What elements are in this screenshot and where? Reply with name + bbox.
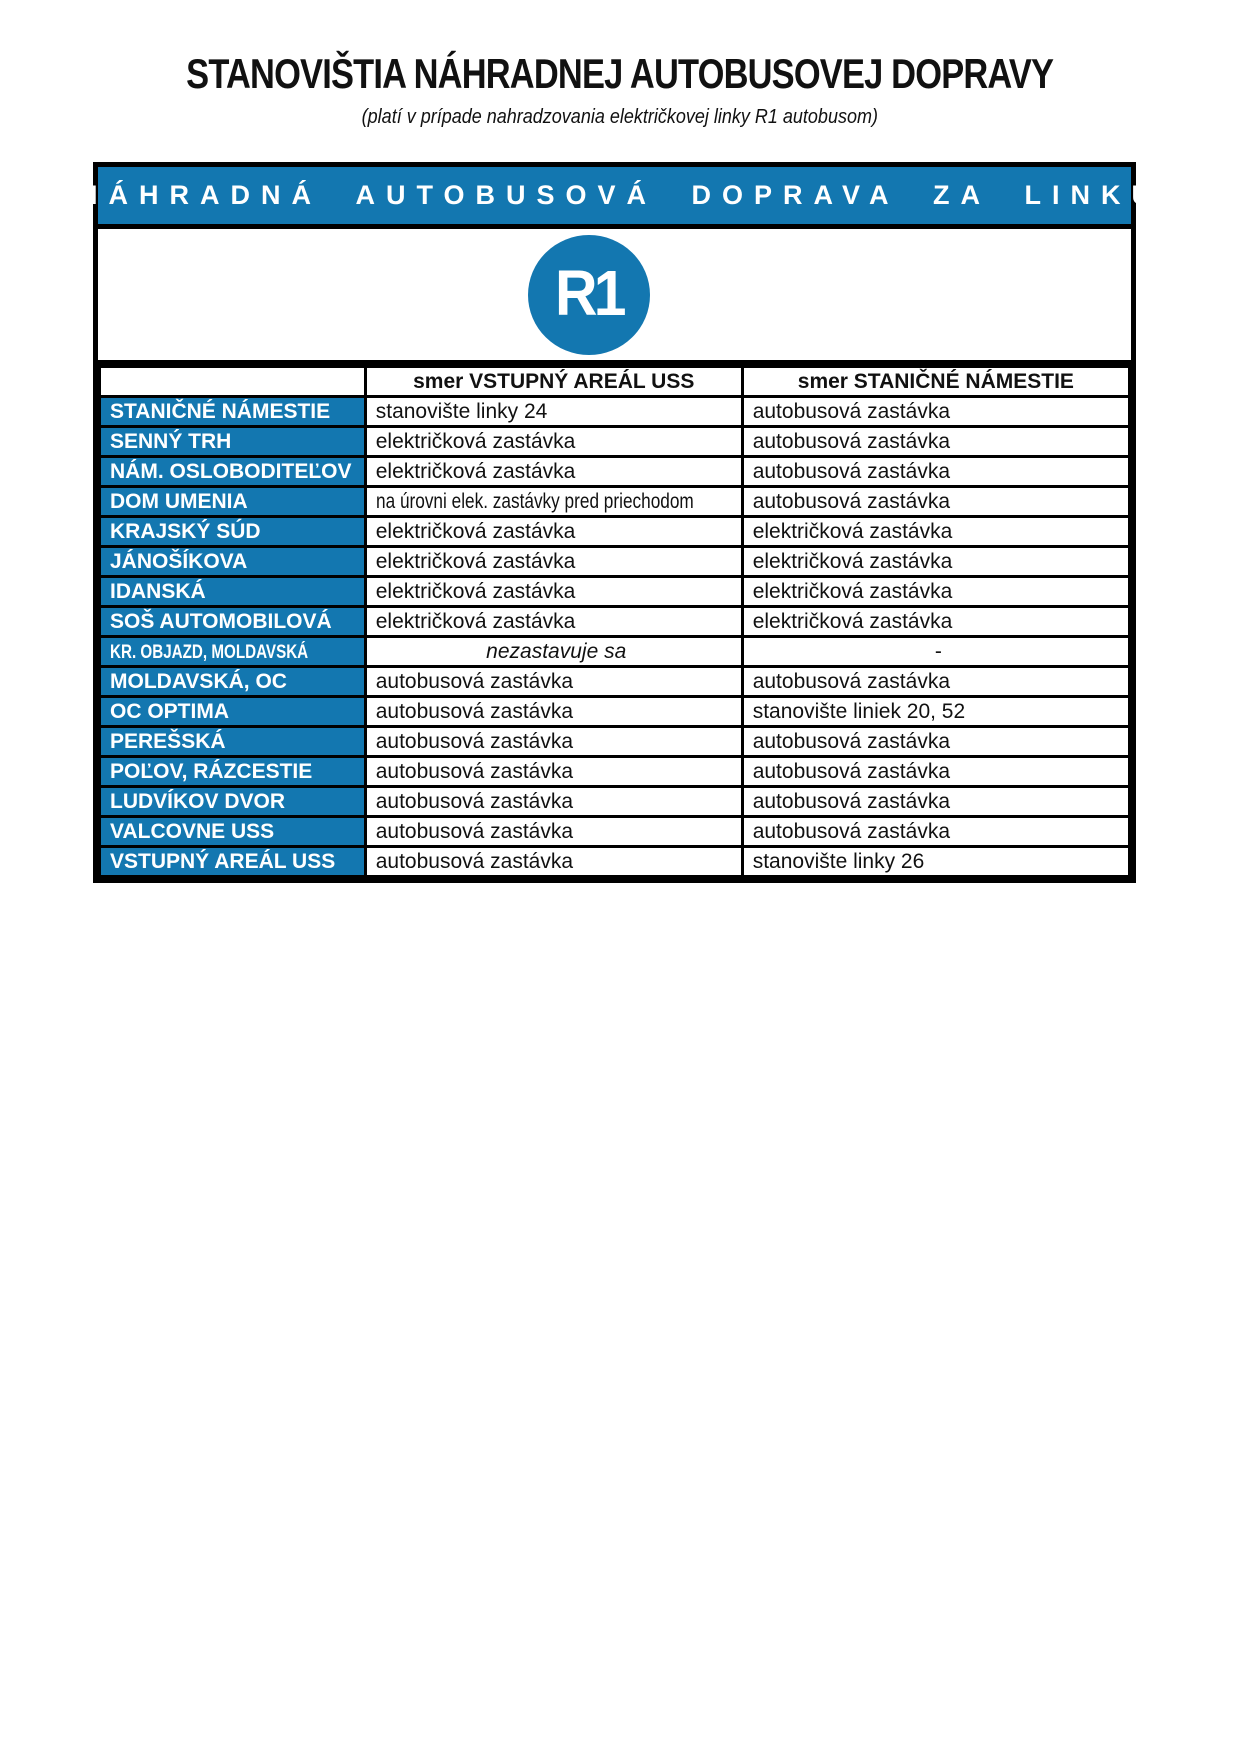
direction1-text: autobusová zastávka bbox=[375, 699, 574, 723]
stop-name-text: KRAJSKÝ SÚD bbox=[110, 519, 261, 543]
direction1-text: nezastavuje sa bbox=[486, 639, 627, 663]
stop-name-cell bbox=[100, 697, 366, 727]
direction1-text: autobusová zastávka bbox=[375, 669, 574, 693]
direction1-text: električková zastávka bbox=[375, 609, 576, 633]
direction2-text: autobusová zastávka bbox=[752, 819, 950, 843]
direction1-text: autobusová zastávka bbox=[375, 759, 574, 783]
table-row bbox=[100, 607, 1130, 637]
direction1-text: autobusová zastávka bbox=[375, 819, 574, 843]
direction2-cell bbox=[742, 577, 1129, 607]
direction1-cell bbox=[365, 487, 742, 517]
direction2-cell bbox=[742, 427, 1129, 457]
stop-name-text: STANIČNÉ NÁMESTIE bbox=[110, 399, 331, 423]
stop-name-text: DOM UMENIA bbox=[110, 489, 248, 513]
header-direction-1: smer VSTUPNÝ AREÁL USS bbox=[365, 367, 742, 397]
stop-name-cell bbox=[100, 847, 366, 877]
direction2-text: električková zastávka bbox=[752, 519, 953, 543]
stop-name-cell bbox=[100, 727, 366, 757]
direction1-text: električková zastávka bbox=[375, 519, 576, 543]
stop-name-cell bbox=[100, 667, 366, 697]
table-row bbox=[100, 427, 1130, 457]
direction1-cell bbox=[365, 727, 742, 757]
direction1-cell bbox=[365, 817, 742, 847]
header-stop-column bbox=[100, 367, 366, 397]
table-header-row bbox=[100, 367, 1130, 397]
stop-name-text: LUDVÍKOV DVOR bbox=[110, 789, 286, 813]
direction1-cell bbox=[365, 787, 742, 817]
table-row bbox=[100, 727, 1130, 757]
direction2-cell bbox=[742, 817, 1129, 847]
stop-name-text: PEREŠSKÁ bbox=[110, 729, 226, 753]
direction2-cell bbox=[742, 637, 1129, 667]
stop-name-text: VALCOVNE USS bbox=[110, 819, 275, 843]
direction2-cell bbox=[742, 397, 1129, 427]
r1-line-label: R1 bbox=[555, 257, 623, 329]
stop-name-cell bbox=[100, 637, 366, 667]
direction1-cell bbox=[365, 607, 742, 637]
direction1-cell bbox=[365, 427, 742, 457]
direction2-cell bbox=[742, 607, 1129, 637]
table-row bbox=[100, 397, 1130, 427]
table-row bbox=[100, 757, 1130, 787]
direction2-text: autobusová zastávka bbox=[752, 669, 950, 693]
direction1-text: električková zastávka bbox=[375, 459, 576, 483]
page-subtitle bbox=[0, 106, 1240, 129]
stop-name-cell bbox=[100, 607, 366, 637]
stop-name-text: POĽOV, RÁZCESTIE bbox=[110, 759, 313, 783]
table-row bbox=[100, 547, 1130, 577]
direction1-cell bbox=[365, 847, 742, 877]
direction2-text: autobusová zastávka bbox=[752, 399, 950, 423]
table-row bbox=[100, 847, 1130, 877]
replacement-service-banner bbox=[78, 162, 1162, 229]
direction2-cell bbox=[742, 457, 1129, 487]
direction2-cell bbox=[742, 547, 1129, 577]
direction2-text: stanovište liniek 20, 52 bbox=[752, 699, 966, 723]
table-row bbox=[100, 487, 1130, 517]
r1-line-badge-icon bbox=[528, 235, 650, 355]
direction2-text: autobusová zastávka bbox=[752, 459, 950, 483]
direction2-cell bbox=[742, 667, 1129, 697]
direction1-text: električková zastávka bbox=[375, 429, 576, 453]
stops-table-container bbox=[93, 360, 1136, 883]
stop-name-cell bbox=[100, 787, 366, 817]
direction2-cell bbox=[742, 727, 1129, 757]
table-row bbox=[100, 637, 1130, 667]
direction2-text: električková zastávka bbox=[752, 579, 953, 603]
direction2-text: autobusová zastávka bbox=[752, 759, 950, 783]
stop-name-text: JÁNOŠÍKOVA bbox=[110, 549, 248, 573]
direction1-cell bbox=[365, 577, 742, 607]
stop-name-text: SOŠ AUTOMOBILOVÁ bbox=[110, 609, 332, 633]
direction2-cell bbox=[742, 487, 1129, 517]
page-title bbox=[0, 50, 1240, 98]
line-logo-box bbox=[93, 229, 1136, 360]
direction2-text: stanovište linky 26 bbox=[752, 849, 925, 873]
direction2-cell bbox=[742, 847, 1129, 877]
direction1-cell bbox=[365, 517, 742, 547]
direction1-text: na úrovni elek. zastávky pred priechodom bbox=[375, 489, 694, 513]
direction2-cell bbox=[742, 757, 1129, 787]
direction1-text: stanovište linky 24 bbox=[375, 399, 548, 423]
stop-name-cell bbox=[100, 577, 366, 607]
stop-name-cell bbox=[100, 397, 366, 427]
direction2-text: autobusová zastávka bbox=[752, 489, 950, 513]
table-row bbox=[100, 457, 1130, 487]
stop-name-text: VSTUPNÝ AREÁL USS bbox=[110, 849, 336, 873]
table-row bbox=[100, 577, 1130, 607]
direction1-text: autobusová zastávka bbox=[375, 729, 574, 753]
table-row bbox=[100, 517, 1130, 547]
direction2-text: autobusová zastávka bbox=[752, 789, 950, 813]
direction1-cell bbox=[365, 637, 742, 667]
stop-name-text: SENNÝ TRH bbox=[110, 429, 232, 453]
direction1-cell bbox=[365, 757, 742, 787]
banner-text: NÁHRADNÁ AUTOBUSOVÁ DOPRAVA ZA LINKU bbox=[78, 180, 1162, 210]
stop-name-cell bbox=[100, 817, 366, 847]
table-row bbox=[100, 667, 1130, 697]
stop-name-text: NÁM. OSLOBODITEĽOV bbox=[110, 459, 352, 483]
direction2-cell bbox=[742, 697, 1129, 727]
direction2-text: - bbox=[934, 639, 942, 663]
stop-name-cell bbox=[100, 517, 366, 547]
direction2-text: autobusová zastávka bbox=[752, 729, 950, 753]
table-row bbox=[100, 697, 1130, 727]
direction1-cell bbox=[365, 697, 742, 727]
page-title-text: STANOVIŠTIA NÁHRADNEJ AUTOBUSOVEJ DOPRAVY bbox=[186, 50, 1054, 97]
stops-table bbox=[98, 365, 1131, 878]
direction1-text: autobusová zastávka bbox=[375, 849, 574, 873]
stop-name-cell bbox=[100, 547, 366, 577]
stop-name-cell bbox=[100, 457, 366, 487]
stop-name-cell bbox=[100, 757, 366, 787]
table-row bbox=[100, 787, 1130, 817]
direction1-cell bbox=[365, 457, 742, 487]
stop-name-text: IDANSKÁ bbox=[110, 579, 206, 603]
table-row bbox=[100, 817, 1130, 847]
direction1-cell bbox=[365, 397, 742, 427]
direction2-text: autobusová zastávka bbox=[752, 429, 950, 453]
stop-name-text: MOLDAVSKÁ, OC bbox=[110, 669, 287, 693]
direction2-cell bbox=[742, 787, 1129, 817]
stop-name-text: OC OPTIMA bbox=[110, 699, 229, 723]
direction1-cell bbox=[365, 547, 742, 577]
direction2-cell bbox=[742, 517, 1129, 547]
stop-name-cell bbox=[100, 427, 366, 457]
direction2-text: električková zastávka bbox=[752, 609, 953, 633]
direction1-text: električková zastávka bbox=[375, 549, 576, 573]
header-direction-2: smer STANIČNÉ NÁMESTIE bbox=[742, 367, 1129, 397]
stop-name-text: KR. OBJAZD, MOLDAVSKÁ bbox=[110, 641, 309, 663]
direction1-text: autobusová zastávka bbox=[375, 789, 574, 813]
direction1-cell bbox=[365, 667, 742, 697]
stop-name-cell bbox=[100, 487, 366, 517]
page-subtitle-text: (platí v prípade nahradzovania električkovej linky R1 autobusom) bbox=[361, 106, 879, 128]
direction1-text: električková zastávka bbox=[375, 579, 576, 603]
direction2-text: električková zastávka bbox=[752, 549, 953, 573]
